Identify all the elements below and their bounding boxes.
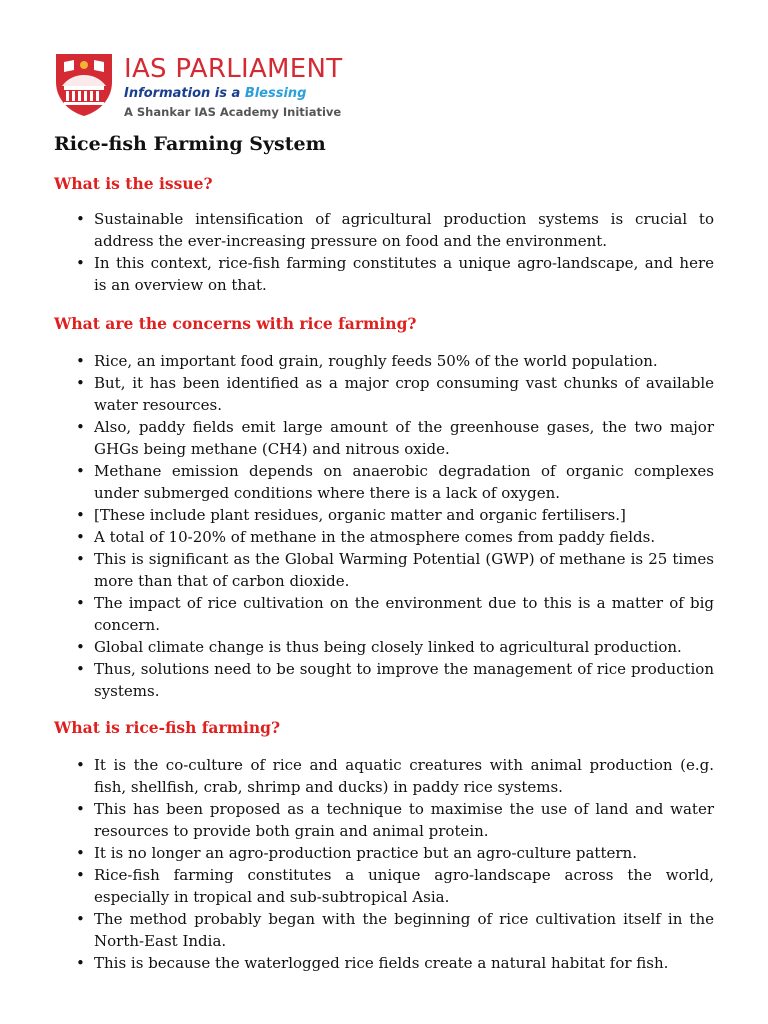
list-item: • This has been proposed as a technique to maximise the use of land and water resources to provide both grain and animal protein. — [54, 798, 714, 842]
list-item: • Rice, an important food grain, roughly feeds 50% of the world population. — [54, 350, 714, 372]
brand-header — [54, 52, 414, 122]
list-item: • This is significant as the Global Warming Potential (GWP) of methane is 25 times more than that of carbon dioxide. — [54, 548, 714, 592]
list-item: • Global climate change is thus being closely linked to agricultural production. — [54, 636, 714, 658]
list-item: • It is the co-culture of rice and aquatic creatures with animal production (e.g. fish, shellfish, crab, shrimp and ducks) in paddy rice systems. — [54, 754, 714, 798]
list-item: • Also, paddy fields emit large amount of the greenhouse gases, the two major GHGs being methane (CH4) and nitrous oxide. — [54, 416, 714, 460]
brand-tagline-part1: Information is a — [124, 86, 245, 101]
list-item: • Sustainable intensification of agricultural production systems is crucial to address the ever-increasing pressure on food and the environment. — [54, 208, 714, 252]
brand-subtitle: A Shankar IAS Academy Initiative — [124, 105, 342, 119]
parliament-shield-logo — [54, 52, 114, 118]
list-item: • A total of 10-20% of methane in the atmosphere comes from paddy fields. — [54, 526, 714, 548]
list-item: • The method probably began with the beginning of rice cultivation itself in the North-East India. — [54, 908, 714, 952]
list-item: • This is because the waterlogged rice fields create a natural habitat for fish. — [54, 952, 714, 974]
brand-name: IAS PARLIAMENT — [124, 54, 343, 84]
brand-tagline-part2: Blessing — [244, 86, 307, 101]
list-item: • Methane emission depends on anaerobic degradation of organic complexes under submerged conditions where there is a lack of oxygen. — [54, 460, 714, 504]
list-item: • In this context, rice-fish farming constitutes a unique agro-landscape, and here is an overview on that. — [54, 252, 714, 296]
list-item: • [These include plant residues, organic matter and organic fertilisers.] — [54, 504, 714, 526]
list-item: • The impact of rice cultivation on the environment due to this is a matter of big concern. — [54, 592, 714, 636]
list-item: • Rice-fish farming constitutes a unique agro-landscape across the world, especially in tropical and sub-subtropical Asia. — [54, 864, 714, 908]
brand-tagline — [124, 85, 342, 103]
bullet-list-concerns — [54, 350, 714, 702]
list-item: • It is no longer an agro-production practice but an agro-culture pattern. — [54, 842, 714, 864]
article-title: Rice-fish Farming System — [54, 133, 326, 155]
article — [54, 130, 714, 974]
section-heading-issue: What is the issue? — [54, 174, 213, 193]
section-heading-rice-fish-farming: What is rice-fish farming? — [54, 718, 281, 737]
bullet-list-rice-fish-farming — [54, 754, 714, 974]
list-item: • But, it has been identified as a major crop consuming vast chunks of available water resources. — [54, 372, 714, 416]
bullet-list-issue — [54, 208, 714, 296]
list-item: • Thus, solutions need to be sought to improve the management of rice production systems. — [54, 658, 714, 702]
section-heading-concerns: What are the concerns with rice farming? — [54, 314, 417, 333]
